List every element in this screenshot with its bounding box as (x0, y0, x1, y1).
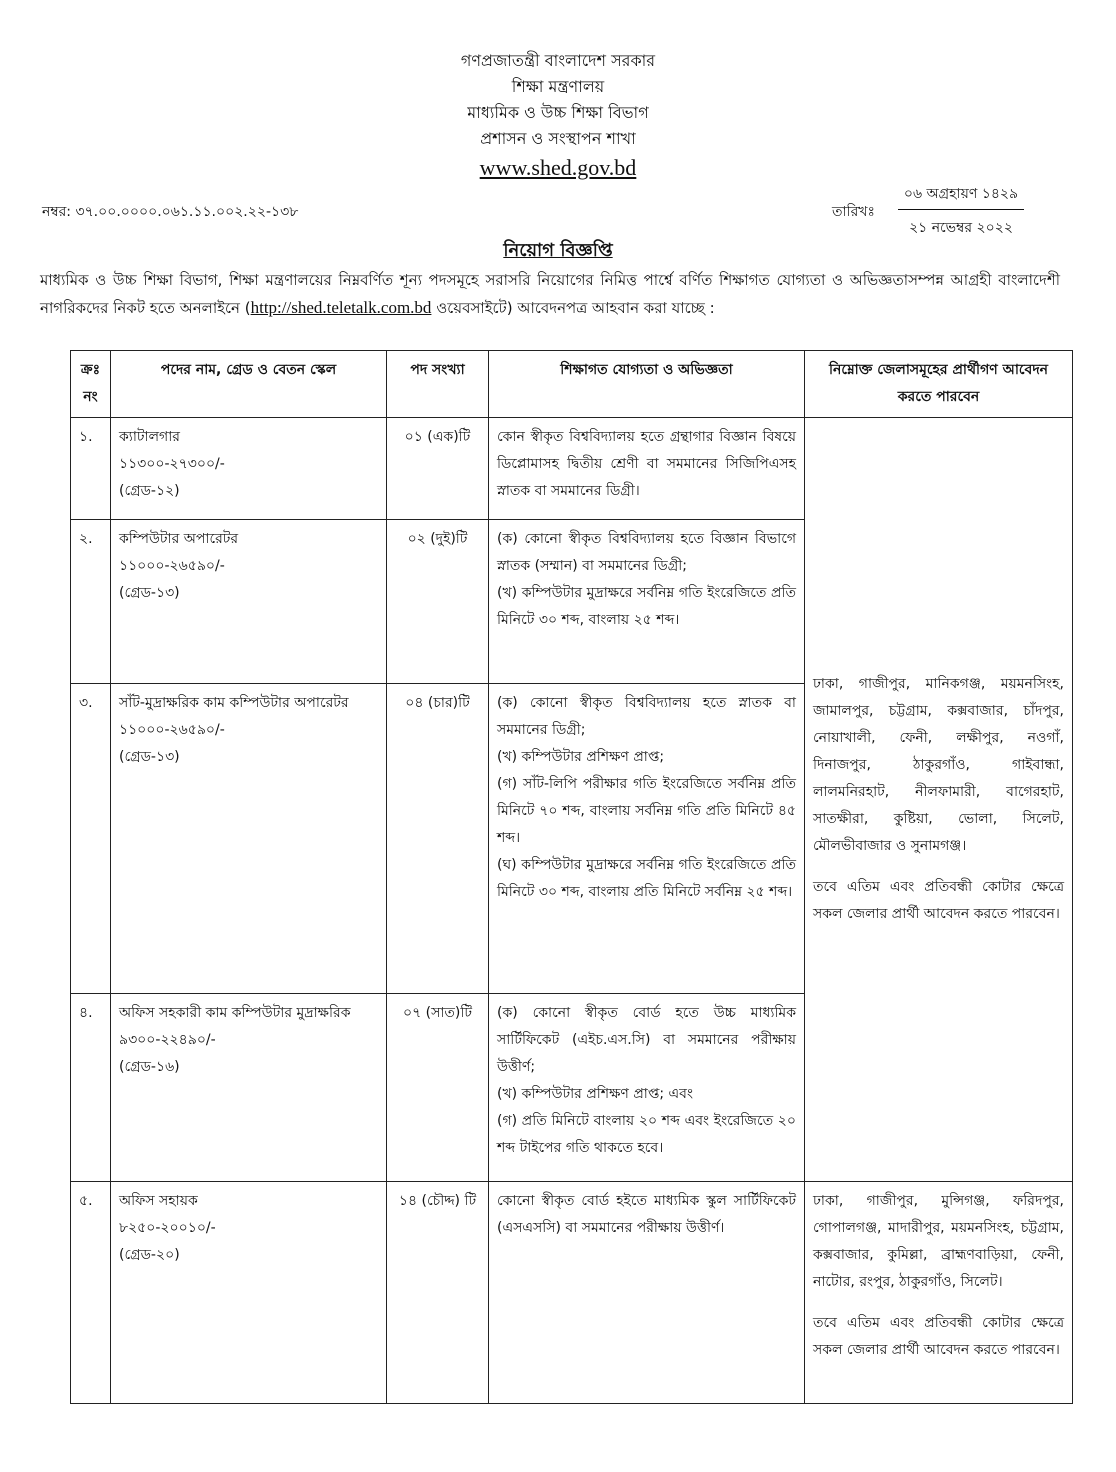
application-link[interactable]: http://shed.teletalk.com.bd (250, 298, 432, 317)
districts-cell-group1 (805, 418, 1073, 1182)
row-qualification (489, 684, 805, 994)
row-qualification (489, 1182, 805, 1404)
pay-scale: ৮২৫০-২০০১০/- (119, 1220, 216, 1236)
pay-grade: (গ্রেড-২০) (119, 1247, 180, 1263)
date-bangla: ০৬ অগ্রহায়ণ ১৪২৯ (898, 182, 1024, 210)
pay-scale: ১১০০০-২৬৫৯০/- (119, 558, 225, 574)
date-label: তারিখঃ (832, 204, 875, 220)
qualification-line: (খ) কম্পিউটার মুদ্রাক্ষরে সর্বনিম্ন গতি ইংরেজিতে প্রতি মিনিটে ৩০ শব্দ, বাংলায় ২৫ শব্দ। (497, 585, 796, 628)
row-serial: ২. (71, 520, 111, 684)
row-serial: ৩. (71, 684, 111, 994)
branch-name: প্রশাসন ও সংস্থাপন শাখা (480, 129, 636, 148)
row-post (111, 684, 387, 994)
govt-name: গণপ্রজাতন্ত্রী বাংলাদেশ সরকার (460, 51, 656, 70)
intro-text-before: মাধ্যমিক ও উচ্চ শিক্ষা বিভাগ, শিক্ষা মন্ত্রণালয়ের নিম্নবর্ণিত শূন্য পদসমূহে সরাসরি নিয়োগের নিমিত্ত পার্শ্বে বর্ণিত শিক্ষাগত যোগ্যতা ও অভিজ্ঞতাসম্পন্ন আগ্রহী বাংলাদেশী নাগরিকদের নিকট হতে অনলাইনে ( (40, 271, 1060, 317)
qualification-line: (ক) কোনো স্বীকৃত বিশ্ববিদ্যালয় হতে স্নাতক বা সমমানের ডিগ্রী; (497, 695, 796, 738)
vacancy-table (70, 350, 1073, 1404)
header-serial: ক্রঃ নং (71, 351, 111, 418)
row-post (111, 520, 387, 684)
post-title: কম্পিউটার অপারেটর (119, 531, 239, 547)
pay-grade: (গ্রেড-১৩) (119, 749, 180, 765)
post-title: অফিস সহকারী কাম কম্পিউটার মুদ্রাক্ষরিক (119, 1005, 351, 1021)
row-serial: ৪. (71, 994, 111, 1182)
intro-text-after: ওয়েবসাইটে) আবেদনপত্র আহবান করা যাচ্ছে : (431, 299, 715, 317)
intro-paragraph (40, 266, 1060, 322)
districts-list: ঢাকা, গাজীপুর, মানিকগঞ্জ, ময়মনসিংহ, জামালপুর, চট্টগ্রাম, কক্সবাজার, চাঁদপুর, নোয়াখালী, ফেনী, লক্ষীপুর, নওগাঁ, দিনাজপুর, ঠাকুরগাঁও, গাইবান্ধা, লালমনিরহাট, নীলফামারী, বাগেরহাট, সাতক্ষীরা, কুষ্টিয়া, ভোলা, সিলেট, মৌলভীবাজার ও সুনামগঞ্জ। (813, 676, 1064, 854)
post-title: ক্যাটালগার (119, 429, 180, 445)
row-count: ০২ (দুই)টি (387, 520, 489, 684)
qualification-line: (গ) প্রতি মিনিটে বাংলায় ২০ শব্দ এবং ইংরেজিতে ২০ শব্দ টাইপের গতি থাকতে হবে। (497, 1113, 796, 1156)
pay-grade: (গ্রেড-১৩) (119, 585, 180, 601)
website-link[interactable]: www.shed.gov.bd (479, 155, 637, 180)
row-qualification (489, 520, 805, 684)
row-count: ১৪ (চৌদ্দ) টি (387, 1182, 489, 1404)
quota-note: তবে এতিম এবং প্রতিবন্ধী কোটার ক্ষেত্রে সকল জেলার প্রার্থী আবেদন করতে পারবেন। (813, 1315, 1064, 1358)
qualification-line: কোন স্বীকৃত বিশ্ববিদ্যালয় হতে গ্রন্থাগার বিজ্ঞান বিষয়ে ডিপ্লোমাসহ দ্বিতীয় শ্রেণী বা সমমানের সিজিপিএসহ স্নাতক বা সমমানের ডিগ্রী। (497, 429, 796, 499)
pay-scale: ১১০০০-২৬৫৯০/- (119, 722, 225, 738)
districts-list: ঢাকা, গাজীপুর, মুন্সিগঞ্জ, ফরিদপুর, গোপালগঞ্জ, মাদারীপুর, ময়মনসিংহ, চট্টগ্রাম, কক্সবাজার, কুমিল্লা, ব্রাহ্মণবাড়িয়া, ফেনী, নাটোর, রংপুর, ঠাকুরগাঁও, সিলেট। (813, 1193, 1064, 1290)
row-post (111, 418, 387, 520)
qualification-line: (ঘ) কম্পিউটার মুদ্রাক্ষরে সর্বনিম্ন গতি ইংরেজিতে প্রতি মিনিটে ৩০ শব্দ, বাংলায় প্রতি মিনিটে সর্বনিম্ন ২৫ শব্দ। (497, 857, 796, 900)
pay-grade: (গ্রেড-১৬) (119, 1059, 180, 1075)
table-row (71, 1182, 1073, 1404)
pay-grade: (গ্রেড-১২) (119, 483, 180, 499)
row-qualification (489, 994, 805, 1182)
memo-number: নম্বর: ৩৭.০০.০০০০.০৬১.১১.০০২.২২-১৩৮ (42, 204, 299, 220)
post-title: সাঁট-মুদ্রাক্ষরিক কাম কম্পিউটার অপারেটর (119, 695, 349, 711)
ministry-name: শিক্ষা মন্ত্রণালয় (511, 77, 605, 96)
row-count: ০১ (এক)টি (387, 418, 489, 520)
row-serial: ৫. (71, 1182, 111, 1404)
qualification-line: (খ) কম্পিউটার প্রশিক্ষণ প্রাপ্ত; (497, 749, 665, 765)
pay-scale: ১১৩০০-২৭৩০০/- (119, 456, 225, 472)
qualification-line: (ক) কোনো স্বীকৃত বিশ্ববিদ্যালয় হতে বিজ্ঞান বিভাগে স্নাতক (সম্মান) বা সমমানের ডিগ্রী; (497, 531, 796, 574)
division-name: মাধ্যমিক ও উচ্চ শিক্ষা বিভাগ (467, 103, 649, 122)
qualification-line: (ক) কোনো স্বীকৃত বোর্ড হতে উচ্চ মাধ্যমিক সার্টিফিকেট (এইচ.এস.সি) বা সমমানের পরীক্ষায় উত্তীর্ণ; (497, 1005, 796, 1075)
qualification-line: কোনো স্বীকৃত বোর্ড হইতে মাধ্যমিক স্কুল সার্টিফিকেট (এসএসসি) বা সমমানের পরীক্ষায় উত্তীর্ণ। (497, 1193, 796, 1236)
row-count: ০৪ (চার)টি (387, 684, 489, 994)
row-post (111, 1182, 387, 1404)
table-header-row (71, 351, 1073, 418)
table-row (71, 418, 1073, 520)
date-english: ২১ নভেম্বর ২০২২ (909, 220, 1013, 236)
districts-cell-group2 (805, 1182, 1073, 1404)
header-post: পদের নাম, গ্রেড ও বেতন স্কেল (111, 351, 387, 418)
pay-scale: ৯৩০০-২২৪৯০/- (119, 1032, 216, 1048)
letterhead (0, 48, 1116, 184)
qualification-line: (গ) সাঁট-লিপি পরীক্ষার গতি ইংরেজিতে সর্বনিম্ন প্রতি মিনিটে ৭০ শব্দ, বাংলায় সর্বনিম্ন গতি প্রতি মিনিটে ৪৫ শব্দ। (497, 776, 796, 846)
header-count: পদ সংখ্যা (387, 351, 489, 418)
date-box (898, 182, 1024, 240)
header-qualification: শিক্ষাগত যোগ্যতা ও অভিজ্ঞতা (489, 351, 805, 418)
row-count: ০৭ (সাত)টি (387, 994, 489, 1182)
qualification-line: (খ) কম্পিউটার প্রশিক্ষণ প্রাপ্ত; এবং (497, 1086, 693, 1102)
notice-title: নিয়োগ বিজ্ঞপ্তি (503, 240, 613, 261)
row-post (111, 994, 387, 1182)
row-serial: ১. (71, 418, 111, 520)
quota-note: তবে এতিম এবং প্রতিবন্ধী কোটার ক্ষেত্রে সকল জেলার প্রার্থী আবেদন করতে পারবেন। (813, 879, 1064, 922)
row-qualification (489, 418, 805, 520)
post-title: অফিস সহায়ক (119, 1193, 198, 1209)
header-districts: নিম্নোক্ত জেলাসমূহের প্রার্থীগণ আবেদন করতে পারবেন (805, 351, 1073, 418)
